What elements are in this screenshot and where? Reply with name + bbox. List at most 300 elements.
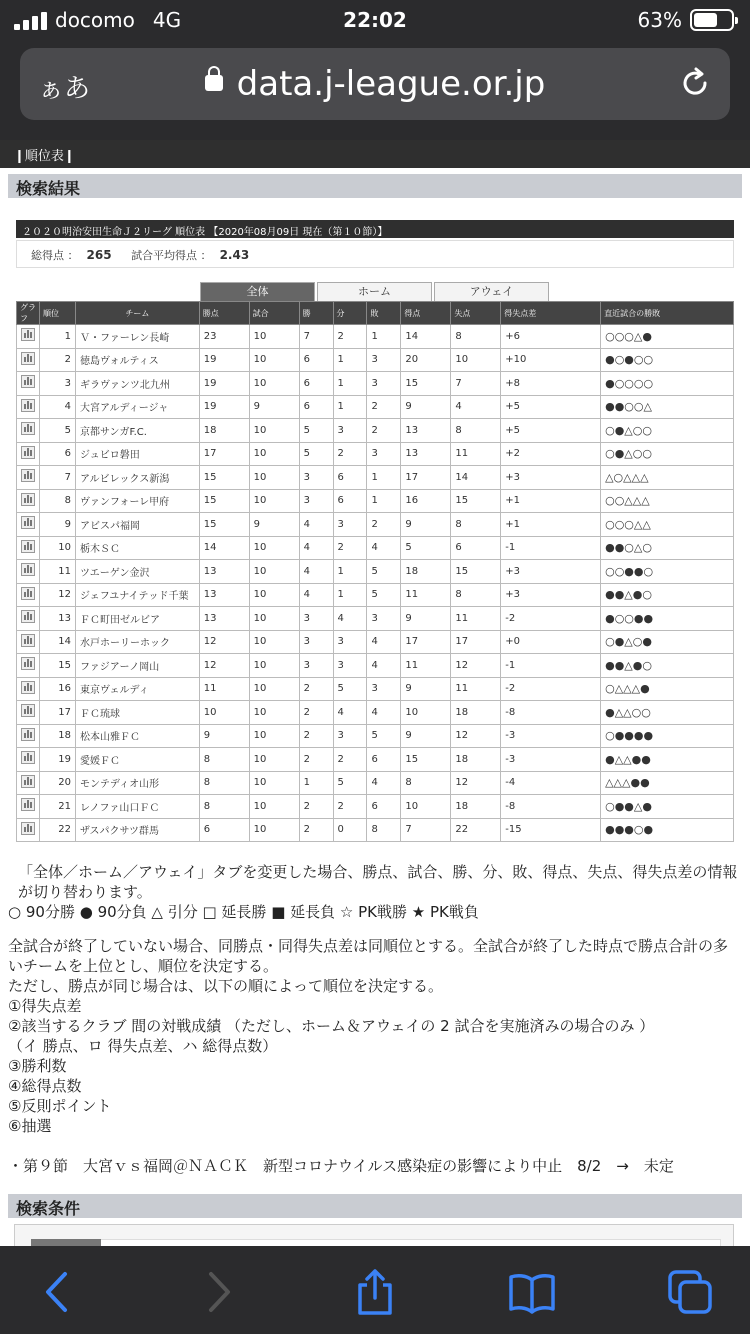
- goal-diff-cell: -15: [501, 818, 601, 842]
- table-row: [17, 513, 734, 537]
- played-cell: 9: [249, 513, 299, 537]
- col-header: グラフ: [17, 302, 40, 325]
- recent-results-cell: ○●△○●: [601, 630, 734, 654]
- graph-cell: [17, 560, 40, 584]
- draws-cell: 2: [333, 748, 367, 772]
- played-cell: 10: [249, 419, 299, 443]
- goal-diff-cell: -8: [501, 795, 601, 819]
- draws-cell: 5: [333, 677, 367, 701]
- wins-cell: 2: [299, 795, 333, 819]
- total-goals-label: 総得点 ：: [31, 249, 79, 262]
- goals-against-cell: 4: [451, 395, 501, 419]
- rank-cell: 20: [40, 771, 76, 795]
- wins-cell: 4: [299, 560, 333, 584]
- losses-cell: 2: [367, 419, 401, 443]
- draws-cell: 1: [333, 372, 367, 396]
- played-cell: 10: [249, 748, 299, 772]
- lock-icon: [205, 75, 223, 91]
- wins-cell: 5: [299, 419, 333, 443]
- goals-for-cell: 11: [401, 654, 451, 678]
- table-header-row: [17, 302, 734, 325]
- goal-diff-cell: +2: [501, 442, 601, 466]
- goals-against-cell: 8: [451, 583, 501, 607]
- points-cell: 17: [199, 442, 249, 466]
- wins-cell: 2: [299, 818, 333, 842]
- table-row: [17, 442, 734, 466]
- goals-for-cell: 7: [401, 818, 451, 842]
- recent-results-cell: ●●●○●: [601, 818, 734, 842]
- losses-cell: 3: [367, 607, 401, 631]
- wins-cell: 3: [299, 630, 333, 654]
- col-header: 勝点: [199, 302, 249, 325]
- goals-against-cell: 12: [451, 654, 501, 678]
- graph-cell: [17, 395, 40, 419]
- losses-cell: 8: [367, 818, 401, 842]
- recent-results-cell: ●●○△○: [601, 536, 734, 560]
- avg-goals-value: 2.43: [219, 248, 250, 262]
- draws-cell: 3: [333, 513, 367, 537]
- section-bar: [0, 140, 750, 168]
- rule-text: 全試合が終了していない場合、同勝点・同得失点差は同順位とする。全試合が終了した時点で勝点合計の多いチームを上位とし、順位を決定する。: [8, 937, 729, 975]
- recent-results-cell: ●△△○○: [601, 701, 734, 725]
- points-cell: 23: [199, 325, 249, 349]
- tab-away[interactable]: アウェイ: [434, 282, 549, 301]
- wins-cell: 2: [299, 701, 333, 725]
- wins-cell: 6: [299, 372, 333, 396]
- results-heading: 検索結果: [16, 179, 81, 198]
- col-header: 敗: [367, 302, 401, 325]
- wins-cell: 3: [299, 654, 333, 678]
- forward-icon[interactable]: [194, 1268, 242, 1316]
- points-cell: 6: [199, 818, 249, 842]
- goal-diff-cell: -2: [501, 607, 601, 631]
- col-header: 得失点差: [501, 302, 601, 325]
- recent-results-cell: ●○●○○: [601, 348, 734, 372]
- losses-cell: 5: [367, 724, 401, 748]
- wins-cell: 5: [299, 442, 333, 466]
- goal-diff-cell: +5: [501, 419, 601, 443]
- goal-diff-cell: -2: [501, 677, 601, 701]
- table-row: [17, 419, 734, 443]
- played-cell: 10: [249, 795, 299, 819]
- losses-cell: 4: [367, 771, 401, 795]
- col-header: 分: [333, 302, 367, 325]
- played-cell: 10: [249, 325, 299, 349]
- goals-against-cell: 15: [451, 560, 501, 584]
- team-cell: ジュビロ磐田: [75, 442, 199, 466]
- carrier: docomo: [55, 8, 135, 32]
- goal-diff-cell: +3: [501, 560, 601, 584]
- points-cell: 10: [199, 701, 249, 725]
- goals-for-cell: 15: [401, 748, 451, 772]
- table-row: [17, 771, 734, 795]
- draws-cell: 1: [333, 560, 367, 584]
- points-cell: 12: [199, 654, 249, 678]
- wins-cell: 4: [299, 513, 333, 537]
- graph-icon[interactable]: [21, 822, 35, 835]
- goals-for-cell: 9: [401, 677, 451, 701]
- tabs-icon[interactable]: [666, 1268, 714, 1316]
- graph-icon[interactable]: [21, 657, 35, 670]
- table-row: [17, 748, 734, 772]
- goal-diff-cell: +8: [501, 372, 601, 396]
- goals-against-cell: 12: [451, 771, 501, 795]
- draws-cell: 1: [333, 348, 367, 372]
- draws-cell: 1: [333, 395, 367, 419]
- goals-against-cell: 11: [451, 677, 501, 701]
- tab-all[interactable]: 全体: [200, 282, 315, 301]
- graph-cell: [17, 442, 40, 466]
- conditions-box: [14, 1224, 734, 1246]
- rank-cell: 12: [40, 583, 76, 607]
- conditions-heading-bar: [8, 1194, 742, 1218]
- table-row: [17, 536, 734, 560]
- totals-box: [16, 240, 734, 268]
- draws-cell: 1: [333, 583, 367, 607]
- graph-icon[interactable]: [21, 328, 35, 341]
- goals-for-cell: 9: [401, 395, 451, 419]
- goals-for-cell: 15: [401, 372, 451, 396]
- wins-cell: 4: [299, 583, 333, 607]
- graph-icon[interactable]: [21, 516, 35, 529]
- goals-for-cell: 17: [401, 630, 451, 654]
- team-cell: 大宮アルディージャ: [75, 395, 199, 419]
- rank-cell: 3: [40, 372, 76, 396]
- graph-icon[interactable]: [21, 728, 35, 741]
- goals-against-cell: 12: [451, 724, 501, 748]
- rule-item: ⑤反則ポイント: [8, 1097, 112, 1115]
- draws-cell: 2: [333, 442, 367, 466]
- rank-cell: 15: [40, 654, 76, 678]
- goals-for-cell: 5: [401, 536, 451, 560]
- graph-cell: [17, 654, 40, 678]
- goals-against-cell: 18: [451, 701, 501, 725]
- goal-diff-cell: +1: [501, 489, 601, 513]
- team-cell: ツエーゲン金沢: [75, 560, 199, 584]
- rank-cell: 1: [40, 325, 76, 349]
- rule-item: ②該当するクラブ 間の対戦成績 （ただし、ホーム＆アウェイの 2 試合を実施済みの場合のみ ）: [8, 1017, 655, 1035]
- rank-cell: 14: [40, 630, 76, 654]
- goals-for-cell: 20: [401, 348, 451, 372]
- graph-cell: [17, 583, 40, 607]
- points-cell: 15: [199, 489, 249, 513]
- recent-results-cell: △△△●●: [601, 771, 734, 795]
- section-label: ❙順位表❙: [14, 149, 75, 164]
- wins-cell: 6: [299, 348, 333, 372]
- goals-against-cell: 6: [451, 536, 501, 560]
- recent-results-cell: ○●●△●: [601, 795, 734, 819]
- rank-cell: 6: [40, 442, 76, 466]
- losses-cell: 4: [367, 701, 401, 725]
- team-cell: 京都サンガF.C.: [75, 419, 199, 443]
- played-cell: 10: [249, 677, 299, 701]
- goal-diff-cell: -3: [501, 724, 601, 748]
- table-row: [17, 489, 734, 513]
- rank-cell: 7: [40, 466, 76, 490]
- rule-item: ①得失点差: [8, 997, 82, 1015]
- graph-cell: [17, 607, 40, 631]
- goals-for-cell: 13: [401, 419, 451, 443]
- graph-icon[interactable]: [21, 399, 35, 412]
- graph-icon[interactable]: [21, 610, 35, 623]
- graph-cell: [17, 466, 40, 490]
- graph-cell: [17, 677, 40, 701]
- played-cell: 10: [249, 607, 299, 631]
- graph-cell: [17, 536, 40, 560]
- losses-cell: 6: [367, 795, 401, 819]
- wins-cell: 3: [299, 489, 333, 513]
- played-cell: 9: [249, 395, 299, 419]
- goals-for-cell: 10: [401, 795, 451, 819]
- graph-icon[interactable]: [21, 375, 35, 388]
- url-text[interactable]: data.j-league.or.jp: [236, 64, 546, 104]
- draws-cell: 4: [333, 607, 367, 631]
- draws-cell: 5: [333, 771, 367, 795]
- points-cell: 19: [199, 348, 249, 372]
- points-cell: 9: [199, 724, 249, 748]
- recent-results-cell: ○△△△●: [601, 677, 734, 701]
- wins-cell: 2: [299, 748, 333, 772]
- graph-cell: [17, 348, 40, 372]
- browser-top-chrome: [0, 0, 750, 140]
- goals-for-cell: 18: [401, 560, 451, 584]
- played-cell: 10: [249, 348, 299, 372]
- wins-cell: 1: [299, 771, 333, 795]
- goal-diff-cell: +6: [501, 325, 601, 349]
- recent-results-cell: △○△△△: [601, 466, 734, 490]
- browser-toolbar: [0, 1246, 750, 1334]
- table-title: ２０２０明治安田生命Ｊ２リーグ 順位表 【2020年08月09日 現在（第１０節）】: [16, 220, 734, 238]
- rank-cell: 2: [40, 348, 76, 372]
- rank-cell: 4: [40, 395, 76, 419]
- draws-cell: 3: [333, 654, 367, 678]
- goals-for-cell: 8: [401, 771, 451, 795]
- graph-icon[interactable]: [21, 798, 35, 811]
- conditions-label-cell: [31, 1239, 101, 1246]
- rank-cell: 19: [40, 748, 76, 772]
- draws-cell: 6: [333, 489, 367, 513]
- battery-percent: 63%: [637, 8, 682, 32]
- graph-icon[interactable]: [21, 751, 35, 764]
- draws-cell: 6: [333, 466, 367, 490]
- goals-against-cell: 11: [451, 607, 501, 631]
- table-row: [17, 583, 734, 607]
- rank-cell: 17: [40, 701, 76, 725]
- losses-cell: 4: [367, 536, 401, 560]
- tab-note: 「全体／ホーム／アウェイ」タブを変更した場合、勝点、試合、勝、分、敗、得点、失点、得失点差の情報が切り替わります。: [18, 863, 738, 901]
- losses-cell: 1: [367, 325, 401, 349]
- graph-icon[interactable]: [21, 352, 35, 365]
- graph-cell: [17, 630, 40, 654]
- points-cell: 18: [199, 419, 249, 443]
- graph-cell: [17, 489, 40, 513]
- reader-text-size-button[interactable]: ぁあ: [38, 74, 91, 104]
- draws-cell: 3: [333, 630, 367, 654]
- points-cell: 15: [199, 513, 249, 537]
- team-cell: 松本山雅ＦＣ: [75, 724, 199, 748]
- bookmarks-icon[interactable]: [508, 1268, 556, 1316]
- address-bar[interactable]: [20, 48, 730, 120]
- rule-item: （イ 勝点、ロ 得失点差、ハ 総得点数）: [8, 1037, 278, 1055]
- graph-icon[interactable]: [21, 540, 35, 553]
- table-row: [17, 818, 734, 842]
- rank-cell: 16: [40, 677, 76, 701]
- recent-results-cell: ●●△●○: [601, 654, 734, 678]
- team-cell: ザスパクサツ群馬: [75, 818, 199, 842]
- rule-item: ④総得点数: [8, 1077, 82, 1095]
- col-header: 試合: [249, 302, 299, 325]
- points-cell: 8: [199, 748, 249, 772]
- avg-goals-label: 試合平均得点 ：: [131, 249, 212, 262]
- played-cell: 10: [249, 536, 299, 560]
- conditions-heading: 検索条件: [16, 1199, 81, 1218]
- team-cell: ＦＣ町田ゼルビア: [75, 607, 199, 631]
- battery-icon: [690, 9, 734, 31]
- goals-for-cell: 10: [401, 701, 451, 725]
- graph-icon[interactable]: [21, 446, 35, 459]
- wins-cell: 2: [299, 724, 333, 748]
- result-legend: ○ 90分勝 ● 90分負 △ 引分 □ 延長勝 ■ 延長負 ☆ PK戦勝 ★ PK戦負: [8, 903, 479, 921]
- table-row: [17, 607, 734, 631]
- losses-cell: 3: [367, 442, 401, 466]
- table-row: [17, 677, 734, 701]
- played-cell: 10: [249, 701, 299, 725]
- points-cell: 12: [199, 630, 249, 654]
- points-cell: 19: [199, 395, 249, 419]
- graph-icon[interactable]: [21, 493, 35, 506]
- rank-cell: 21: [40, 795, 76, 819]
- rule-item: ⑥抽選: [8, 1117, 52, 1135]
- team-cell: レノファ山口ＦＣ: [75, 795, 199, 819]
- table-row: [17, 724, 734, 748]
- losses-cell: 3: [367, 348, 401, 372]
- reload-icon[interactable]: [678, 66, 712, 100]
- losses-cell: 1: [367, 489, 401, 513]
- wins-cell: 2: [299, 677, 333, 701]
- col-header: 得点: [401, 302, 451, 325]
- points-cell: 15: [199, 466, 249, 490]
- losses-cell: 4: [367, 630, 401, 654]
- points-cell: 8: [199, 795, 249, 819]
- graph-icon[interactable]: [21, 563, 35, 576]
- results-heading-bar: [8, 174, 742, 198]
- table-row: [17, 372, 734, 396]
- goals-against-cell: 7: [451, 372, 501, 396]
- network-type: 4G: [152, 8, 182, 32]
- goals-against-cell: 14: [451, 466, 501, 490]
- points-cell: 13: [199, 583, 249, 607]
- rule-text: ただし、勝点が同じ場合は、以下の順によって順位を決定する。: [8, 977, 444, 995]
- recent-results-cell: ○●△○○: [601, 442, 734, 466]
- played-cell: 10: [249, 654, 299, 678]
- goal-diff-cell: +3: [501, 583, 601, 607]
- goal-diff-cell: +5: [501, 395, 601, 419]
- graph-cell: [17, 701, 40, 725]
- clock: 22:02: [343, 8, 407, 32]
- recent-results-cell: ○●△○○: [601, 419, 734, 443]
- graph-icon[interactable]: [21, 775, 35, 788]
- team-cell: ＦＣ琉球: [75, 701, 199, 725]
- graph-icon[interactable]: [21, 704, 35, 717]
- team-cell: アルビレックス新潟: [75, 466, 199, 490]
- rank-cell: 5: [40, 419, 76, 443]
- goal-diff-cell: +0: [501, 630, 601, 654]
- team-cell: 徳島ヴォルティス: [75, 348, 199, 372]
- losses-cell: 1: [367, 466, 401, 490]
- graph-icon[interactable]: [21, 587, 35, 600]
- team-cell: Ｖ・ファーレン長崎: [75, 325, 199, 349]
- draws-cell: 4: [333, 701, 367, 725]
- points-cell: 14: [199, 536, 249, 560]
- goal-diff-cell: -8: [501, 701, 601, 725]
- draws-cell: 0: [333, 818, 367, 842]
- table-row: [17, 466, 734, 490]
- share-icon[interactable]: [351, 1268, 399, 1316]
- col-header: 失点: [451, 302, 501, 325]
- table-row: [17, 325, 734, 349]
- tab-bar: [200, 282, 549, 301]
- wins-cell: 7: [299, 325, 333, 349]
- goals-for-cell: 13: [401, 442, 451, 466]
- tab-home[interactable]: ホーム: [317, 282, 432, 301]
- wins-cell: 3: [299, 466, 333, 490]
- recent-results-cell: ○○●●○: [601, 560, 734, 584]
- recent-results-cell: ○●●●●: [601, 724, 734, 748]
- graph-icon[interactable]: [21, 422, 35, 435]
- footnote: ・第９節 大宮ｖｓ福岡＠ＮＡＣＫ 新型コロナウイルス感染症の影響により中止 8/2 → 未定: [8, 1157, 674, 1175]
- graph-icon[interactable]: [21, 634, 35, 647]
- draws-cell: 2: [333, 325, 367, 349]
- played-cell: 10: [249, 818, 299, 842]
- team-cell: ジェフユナイテッド千葉: [75, 583, 199, 607]
- rank-cell: 18: [40, 724, 76, 748]
- draws-cell: 2: [333, 536, 367, 560]
- losses-cell: 5: [367, 583, 401, 607]
- recent-results-cell: ●○○○○: [601, 372, 734, 396]
- goals-against-cell: 18: [451, 748, 501, 772]
- losses-cell: 3: [367, 677, 401, 701]
- team-cell: 愛媛ＦＣ: [75, 748, 199, 772]
- losses-cell: 2: [367, 513, 401, 537]
- back-icon[interactable]: [34, 1268, 82, 1316]
- goals-against-cell: 15: [451, 489, 501, 513]
- played-cell: 10: [249, 466, 299, 490]
- goals-against-cell: 8: [451, 325, 501, 349]
- losses-cell: 5: [367, 560, 401, 584]
- notes: [8, 862, 742, 1176]
- losses-cell: 2: [367, 395, 401, 419]
- rank-cell: 9: [40, 513, 76, 537]
- col-header: 順位: [40, 302, 76, 325]
- draws-cell: 3: [333, 724, 367, 748]
- goals-for-cell: 9: [401, 607, 451, 631]
- graph-icon[interactable]: [21, 469, 35, 482]
- played-cell: 10: [249, 771, 299, 795]
- goal-diff-cell: +10: [501, 348, 601, 372]
- played-cell: 10: [249, 724, 299, 748]
- wins-cell: 6: [299, 395, 333, 419]
- recent-results-cell: ●○○●●: [601, 607, 734, 631]
- table-row: [17, 560, 734, 584]
- table-row: [17, 630, 734, 654]
- draws-cell: 3: [333, 419, 367, 443]
- conditions-field[interactable]: [31, 1239, 721, 1246]
- graph-icon[interactable]: [21, 681, 35, 694]
- losses-cell: 4: [367, 654, 401, 678]
- team-cell: 水戸ホーリーホック: [75, 630, 199, 654]
- goals-against-cell: 18: [451, 795, 501, 819]
- team-cell: 東京ヴェルディ: [75, 677, 199, 701]
